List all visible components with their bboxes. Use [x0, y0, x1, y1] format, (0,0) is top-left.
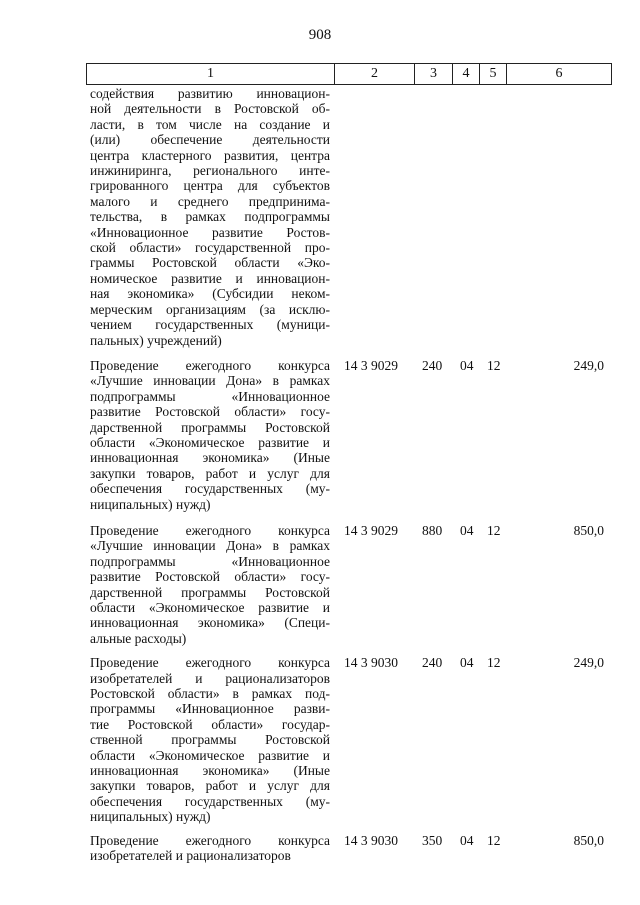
- header-col-3: 3: [415, 64, 453, 85]
- description-line: ской области» государственной про-: [90, 240, 330, 256]
- description-line: инновационная экономика» (Иные: [90, 763, 330, 779]
- target-code: 14 3 9029: [344, 357, 398, 373]
- description-line: пальных) учреждений): [90, 332, 222, 348]
- header-col-1: 1: [87, 64, 335, 85]
- description-line: закупки товаров, работ и услуг для: [90, 465, 330, 481]
- description-line: ная экономика» (Субсидии неком-: [90, 286, 330, 302]
- description-line: изобретателей и рационализаторов: [90, 670, 330, 686]
- description-line: программы «Инновационное разви-: [90, 701, 330, 717]
- description-line: чением государственных (муници-: [90, 317, 330, 333]
- section-code: 04: [460, 832, 474, 848]
- table-header: [86, 63, 612, 85]
- expense-type: 350: [422, 832, 443, 848]
- description-line: грированного центра для субъектов: [90, 178, 330, 194]
- header-col-6: 6: [507, 64, 612, 85]
- description-line: ственной программы Ростовской: [90, 732, 330, 748]
- description-line: Проведение ежегодного конкурса: [90, 655, 330, 671]
- description-line: инновационная экономика» (Иные: [90, 450, 330, 466]
- header-col-4: 4: [453, 64, 480, 85]
- expense-type: 240: [422, 357, 443, 373]
- description-line: подпрограммы «Инновационное: [90, 553, 330, 569]
- description-line: изобретателей и рационализаторов: [90, 848, 291, 864]
- description-line: Ростовской области» в рамках под-: [90, 686, 330, 702]
- row-description: [90, 358, 330, 512]
- description-line: альные расходы): [90, 630, 187, 646]
- target-code: 14 3 9029: [344, 522, 398, 538]
- description-line: центра кластерного развития, центра: [90, 147, 330, 163]
- table-row: [90, 833, 610, 864]
- description-line: «Лучшие инновации Дона» в рамках: [90, 538, 330, 554]
- description-line: «Лучшие инновации Дона» в рамках: [90, 373, 330, 389]
- table-row: [90, 358, 610, 512]
- description-line: номическое развитие и инновацион-: [90, 270, 330, 286]
- description-line: граммы Ростовской области «Эко-: [90, 255, 330, 271]
- description-line: обеспечения государственных (му-: [90, 793, 330, 809]
- row-description: [90, 523, 330, 646]
- subsection-code: 12: [487, 832, 501, 848]
- description-line: «Инновационное развитие Ростов-: [90, 224, 330, 240]
- expense-type: 880: [422, 522, 443, 538]
- table-row: [90, 86, 610, 348]
- target-code: 14 3 9030: [344, 655, 398, 671]
- header-col-5: 5: [480, 64, 507, 85]
- description-line: дарственной программы Ростовской: [90, 419, 330, 435]
- expense-type: 240: [422, 655, 443, 671]
- table-body: [90, 86, 610, 864]
- table-row: [90, 523, 610, 646]
- description-line: инжиниринга, регионального инте-: [90, 163, 330, 179]
- description-line: обеспечения государственных (му-: [90, 481, 330, 497]
- description-line: дарственной программы Ростовской: [90, 584, 330, 600]
- description-line: тельства, в рамках подпрограммы: [90, 209, 330, 225]
- subsection-code: 12: [487, 357, 501, 373]
- description-line: Проведение ежегодного конкурса: [90, 522, 330, 538]
- table-row: [90, 655, 610, 824]
- description-line: малого и среднего предпринима-: [90, 193, 330, 209]
- section-code: 04: [460, 357, 474, 373]
- subsection-code: 12: [487, 522, 501, 538]
- description-line: тие Ростовской области» государ-: [90, 716, 330, 732]
- description-line: подпрограммы «Инновационное: [90, 388, 330, 404]
- amount: 249,0: [573, 655, 604, 671]
- row-description: [90, 833, 330, 864]
- row-description: [90, 86, 330, 348]
- description-line: Проведение ежегодного конкурса: [90, 357, 330, 373]
- description-line: инновационная экономика» (Специ-: [90, 615, 330, 631]
- amount: 850,0: [573, 832, 604, 848]
- row-description: [90, 655, 330, 824]
- description-line: закупки товаров, работ и услуг для: [90, 778, 330, 794]
- amount: 249,0: [573, 357, 604, 373]
- description-line: (или) обеспечение деятельности: [90, 132, 330, 148]
- amount: 850,0: [573, 522, 604, 538]
- description-line: развитие Ростовской области» госу-: [90, 404, 330, 420]
- header-col-2: 2: [335, 64, 415, 85]
- description-line: области «Экономическое развитие и: [90, 434, 330, 450]
- description-line: ниципальных) нужд): [90, 809, 211, 825]
- page-number: 908: [308, 27, 332, 43]
- subsection-code: 12: [487, 655, 501, 671]
- target-code: 14 3 9030: [344, 832, 398, 848]
- description-line: развитие Ростовской области» госу-: [90, 569, 330, 585]
- description-line: ной деятельности в Ростовской об-: [90, 101, 330, 117]
- section-code: 04: [460, 655, 474, 671]
- description-line: ниципальных) нужд): [90, 496, 211, 512]
- section-code: 04: [460, 522, 474, 538]
- description-line: Проведение ежегодного конкурса: [90, 832, 330, 848]
- description-line: мерческим организациям (за исклю-: [90, 301, 330, 317]
- description-line: содействия развитию инновацион-: [90, 86, 330, 101]
- description-line: ласти, в том числе на создание и: [90, 116, 330, 132]
- description-line: области «Экономическое развитие и: [90, 600, 330, 615]
- description-line: области «Экономическое развитие и: [90, 747, 330, 763]
